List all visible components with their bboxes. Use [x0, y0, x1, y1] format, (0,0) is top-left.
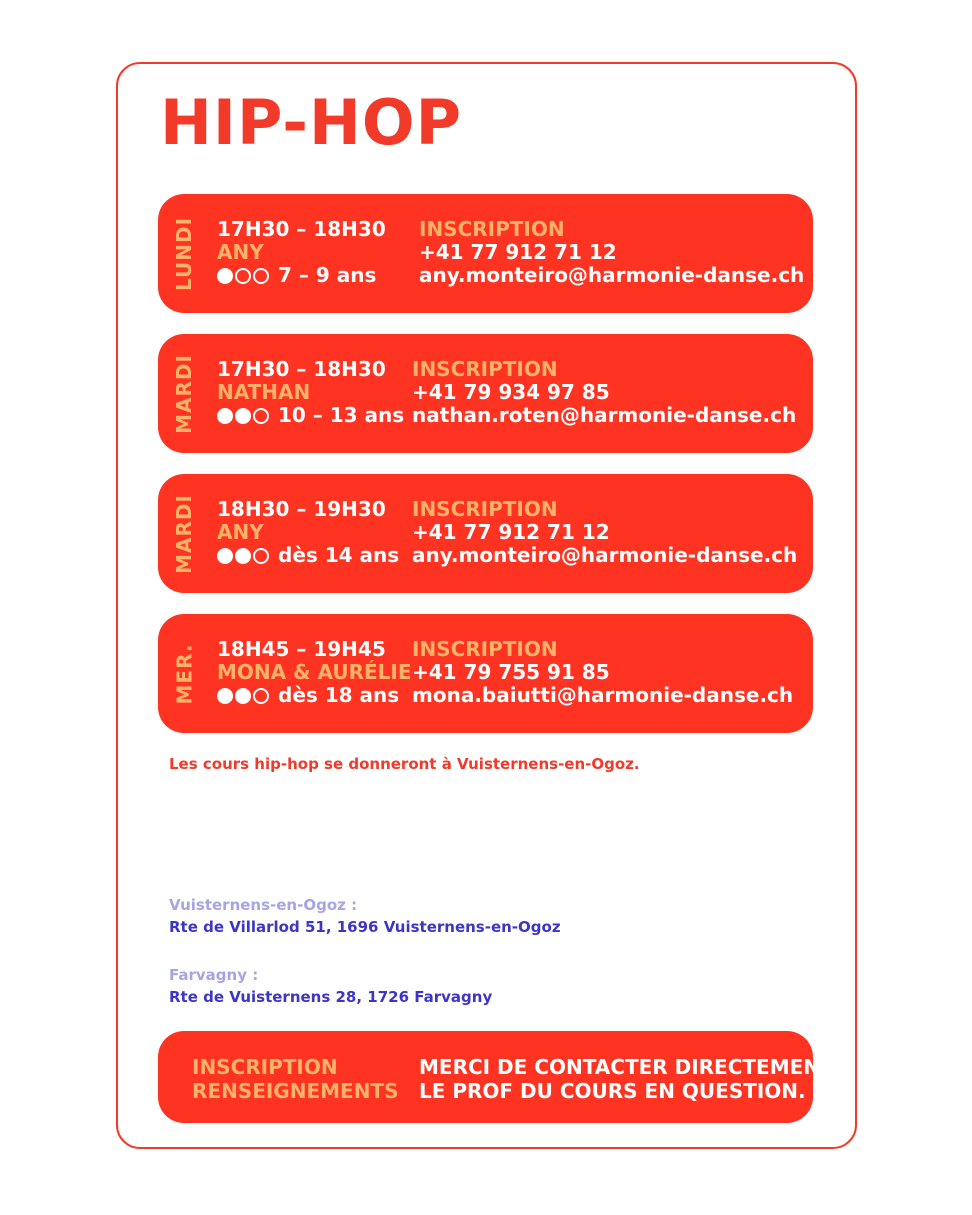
class-card: [158, 334, 813, 453]
class-age: dès 18 ans: [278, 683, 400, 707]
level-dot-icon: [235, 268, 251, 284]
level-dot-icon: [217, 548, 233, 564]
class-info: [217, 218, 386, 287]
day-label: MER.: [172, 643, 196, 704]
class-time: 17H30 – 18H30: [217, 357, 386, 381]
footer-heading-line: INSCRIPTION: [192, 1055, 338, 1079]
class-info: [217, 638, 412, 707]
class-time: 18H45 – 19H45: [217, 637, 386, 661]
location-address: Rte de Vuisternens 28, 1726 Farvagny: [169, 988, 493, 1006]
level-dot-icon: [253, 268, 269, 284]
location-label: Farvagny :: [169, 966, 259, 984]
class-teacher: NATHAN: [217, 380, 311, 404]
class-level: [217, 544, 399, 567]
inscription-info: [412, 638, 793, 707]
day-label-container: [158, 334, 210, 453]
day-label-container: [158, 474, 210, 593]
inscription-label: INSCRIPTION: [412, 497, 558, 521]
class-time: 18H30 – 19H30: [217, 497, 386, 521]
email-link[interactable]: mona.baiutti@harmonie-danse.ch: [412, 683, 794, 707]
email-link[interactable]: any.monteiro@harmonie-danse.ch: [412, 543, 798, 567]
footer-message-line: LE PROF DU COURS EN QUESTION.: [419, 1079, 806, 1103]
level-dot-icon: [235, 688, 251, 704]
phone-number[interactable]: +41 77 912 71 12: [419, 240, 617, 264]
footer-heading-line: RENSEIGNEMENTS: [192, 1079, 399, 1103]
inscription-info: [412, 358, 796, 427]
level-dot-icon: [217, 268, 233, 284]
class-card: [158, 194, 813, 313]
phone-number[interactable]: +41 77 912 71 12: [412, 520, 610, 544]
level-dot-icon: [217, 408, 233, 424]
class-teacher: ANY: [217, 240, 264, 264]
footer-message: [419, 1055, 834, 1103]
level-dot-icon: [253, 408, 269, 424]
class-level: [217, 404, 404, 427]
class-card: [158, 614, 813, 733]
class-age: dès 14 ans: [278, 543, 400, 567]
footer-message-line: MERCI DE CONTACTER DIRECTEMENT: [419, 1055, 834, 1079]
class-teacher: MONA & AURÉLIE: [217, 660, 412, 684]
inscription-info: [419, 218, 804, 287]
class-card: [158, 474, 813, 593]
day-label-container: [158, 194, 210, 313]
inscription-label: INSCRIPTION: [412, 637, 558, 661]
level-dot-icon: [253, 548, 269, 564]
location-note: Les cours hip-hop se donneront à Vuisternens-en-Ogoz.: [169, 755, 640, 773]
inscription-info: [412, 498, 797, 567]
class-teacher: ANY: [217, 520, 264, 544]
inscription-label: INSCRIPTION: [419, 217, 565, 241]
level-dot-icon: [235, 548, 251, 564]
location-label: Vuisternens-en-Ogoz :: [169, 896, 358, 914]
footer-heading: [192, 1055, 398, 1103]
class-level: [217, 684, 412, 707]
day-label-container: [158, 614, 210, 733]
class-age: 10 – 13 ans: [278, 403, 405, 427]
class-age: 7 – 9 ans: [278, 263, 377, 287]
phone-number[interactable]: +41 79 934 97 85: [412, 380, 610, 404]
phone-number[interactable]: +41 79 755 91 85: [412, 660, 610, 684]
class-info: [217, 358, 404, 427]
inscription-label: INSCRIPTION: [412, 357, 558, 381]
contact-footer: [158, 1031, 834, 1123]
email-link[interactable]: any.monteiro@harmonie-danse.ch: [419, 263, 805, 287]
level-dot-icon: [253, 688, 269, 704]
day-label: LUNDI: [172, 216, 196, 291]
class-level: [217, 264, 386, 287]
day-label: MARDI: [172, 493, 197, 574]
day-label: MARDI: [172, 353, 197, 434]
email-link[interactable]: nathan.roten@harmonie-danse.ch: [412, 403, 797, 427]
page-title: HIP-HOP: [160, 86, 463, 159]
class-time: 17H30 – 18H30: [217, 217, 386, 241]
class-info: [217, 498, 399, 567]
level-dot-icon: [217, 688, 233, 704]
level-dot-icon: [235, 408, 251, 424]
location-address: Rte de Villarlod 51, 1696 Vuisternens-en-Ogoz: [169, 918, 561, 936]
